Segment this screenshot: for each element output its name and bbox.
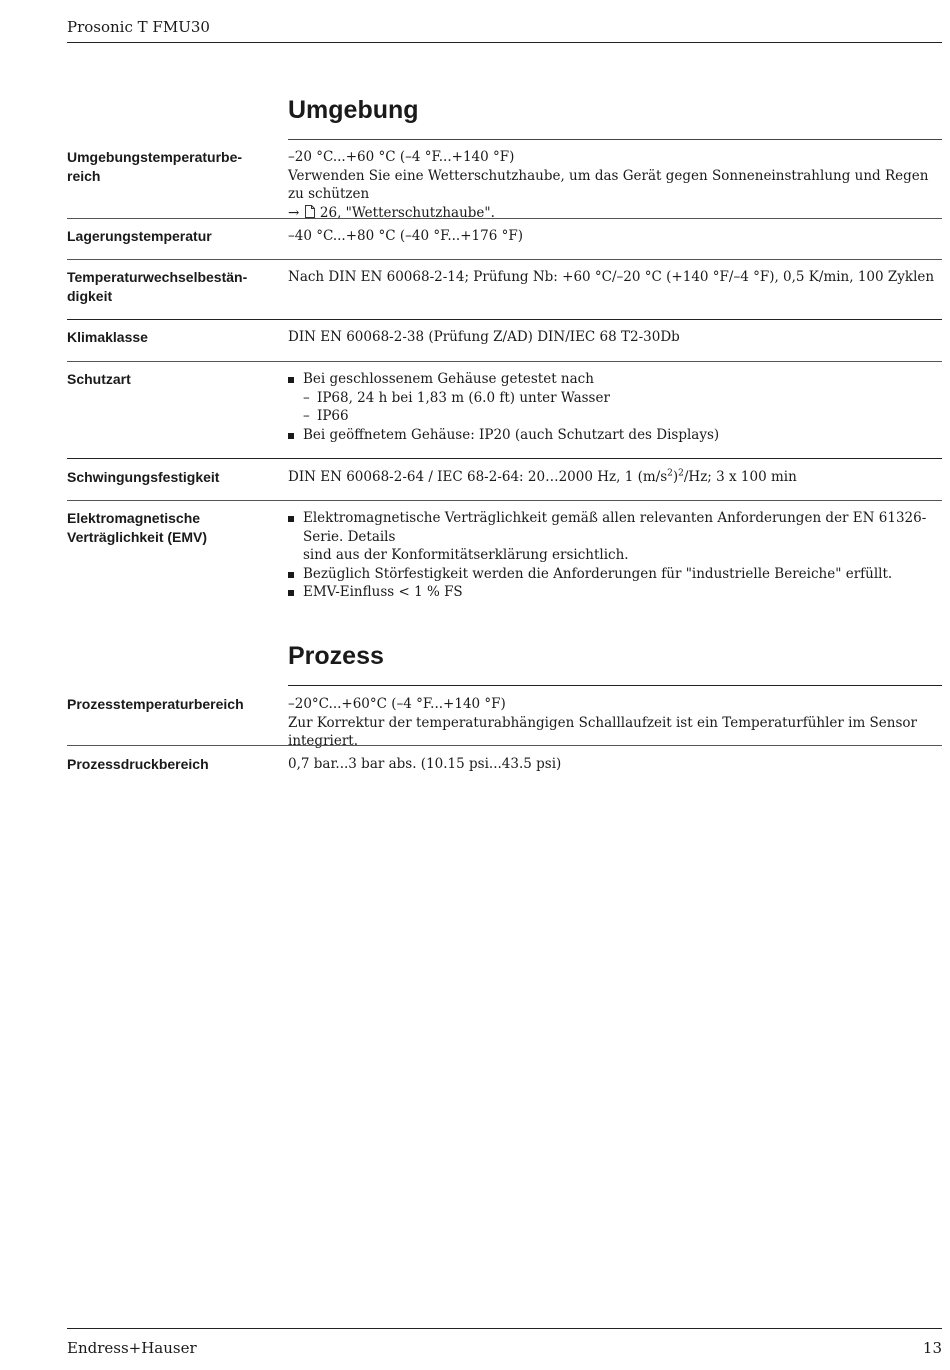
value-text: –20 °C...+60 °C (–4 °F...+140 °F)	[288, 149, 515, 165]
row-label: Lagerungstemperatur	[67, 228, 212, 244]
row-label: Prozesstemperaturbereich	[67, 696, 244, 712]
page-footer	[67, 1328, 942, 1357]
row-label: Elektromagnetische Verträglichkeit (EMV)	[67, 510, 208, 545]
list-item: Bezüglich Störfestigkeit werden die Anforderungen für "industrielle Bereiche" erfüllt.	[288, 565, 942, 584]
row-divider	[67, 259, 942, 260]
dash-icon: –	[303, 408, 310, 425]
document-title: Prosonic T FMU30	[67, 18, 210, 36]
row-label: Prozessdruckbereich	[67, 756, 209, 772]
bullet-square-icon	[288, 433, 294, 439]
section-title-prozess: Prozess	[288, 642, 384, 670]
row-value	[288, 370, 942, 444]
row-value: 0,7 bar...3 bar abs. (10.15 psi...43.5 psi)	[288, 756, 562, 772]
brand-name: Endress+Hauser	[67, 1339, 197, 1357]
section-rule	[288, 685, 942, 686]
row-divider	[67, 458, 942, 459]
page-header	[67, 18, 942, 43]
row-value: DIN EN 60068-2-38 (Prüfung Z/AD) DIN/IEC 68 T2-30Db	[288, 329, 680, 345]
bullet-square-icon	[288, 590, 294, 596]
bullet-square-icon	[288, 516, 294, 522]
reference-text: 26, "Wetterschutzhaube".	[319, 204, 495, 221]
row-value: DIN EN 60068-2-64 / IEC 68-2-64: 20…2000 Hz, 1 $(m/s^2)^2/Hz$; 3 x 100 min	[288, 468, 797, 485]
list-item: EMV-Einfluss < 1 % FS	[288, 583, 942, 602]
page-number: 13	[922, 1339, 942, 1357]
row-label: Temperaturwechselbestän- digkeit	[67, 269, 248, 304]
row-label: Schutzart	[67, 371, 131, 387]
row-value	[288, 509, 942, 602]
dash-icon: –	[303, 389, 310, 406]
row-divider	[67, 361, 942, 362]
row-divider	[67, 745, 942, 746]
row-divider	[67, 319, 942, 320]
bullet-square-icon	[288, 377, 294, 383]
list-item: Bei geöffnetem Gehäuse: IP20 (auch Schutzart des Displays)	[288, 426, 942, 445]
row-label: Schwingungsfestigkeit	[67, 469, 220, 485]
arrow-right-icon: →	[288, 204, 300, 221]
list-item: Elektromagnetische Verträglichkeit gemäß allen relevanten Anforderungen der EN 61326- Serie. Details sind aus der Konformitätserklärung ersichtlich.	[288, 509, 942, 565]
row-divider	[67, 500, 942, 501]
row-value: –20°C...+60°C (–4 °F...+140 °F) Zur Korrektur der temperaturabhängigen Schalllaufzeit ist ein Temperaturfühler im Sensor integriert.	[288, 696, 917, 750]
row-label: Klimaklasse	[67, 329, 148, 345]
list-item: Bei geschlossenem Gehäuse getestet nach	[288, 370, 942, 389]
row-value	[288, 148, 942, 222]
page-icon	[304, 205, 316, 218]
sub-list-item: – IP66	[303, 408, 349, 425]
section-rule	[288, 139, 942, 140]
row-value: –40 °C...+80 °C (–40 °F...+176 °F)	[288, 228, 523, 244]
row-value: Nach DIN EN 60068-2-14; Prüfung Nb: +60 °C/–20 °C (+140 °F/–4 °F), 0,5 K/min, 100 Zyklen	[288, 269, 935, 285]
row-divider	[67, 218, 942, 219]
sub-list-item: – IP68, 24 h bei 1,83 m (6.0 ft) unter Wasser	[303, 389, 610, 406]
row-label: Umgebungstemperaturbe- reich	[67, 149, 243, 184]
page-reference[interactable]	[288, 204, 942, 223]
value-text: Verwenden Sie eine Wetterschutzhaube, um das Gerät gegen Sonneneinstrahlung und Regen zu schützen	[288, 167, 929, 203]
section-title-umgebung: Umgebung	[288, 96, 419, 124]
bullet-square-icon	[288, 572, 294, 578]
